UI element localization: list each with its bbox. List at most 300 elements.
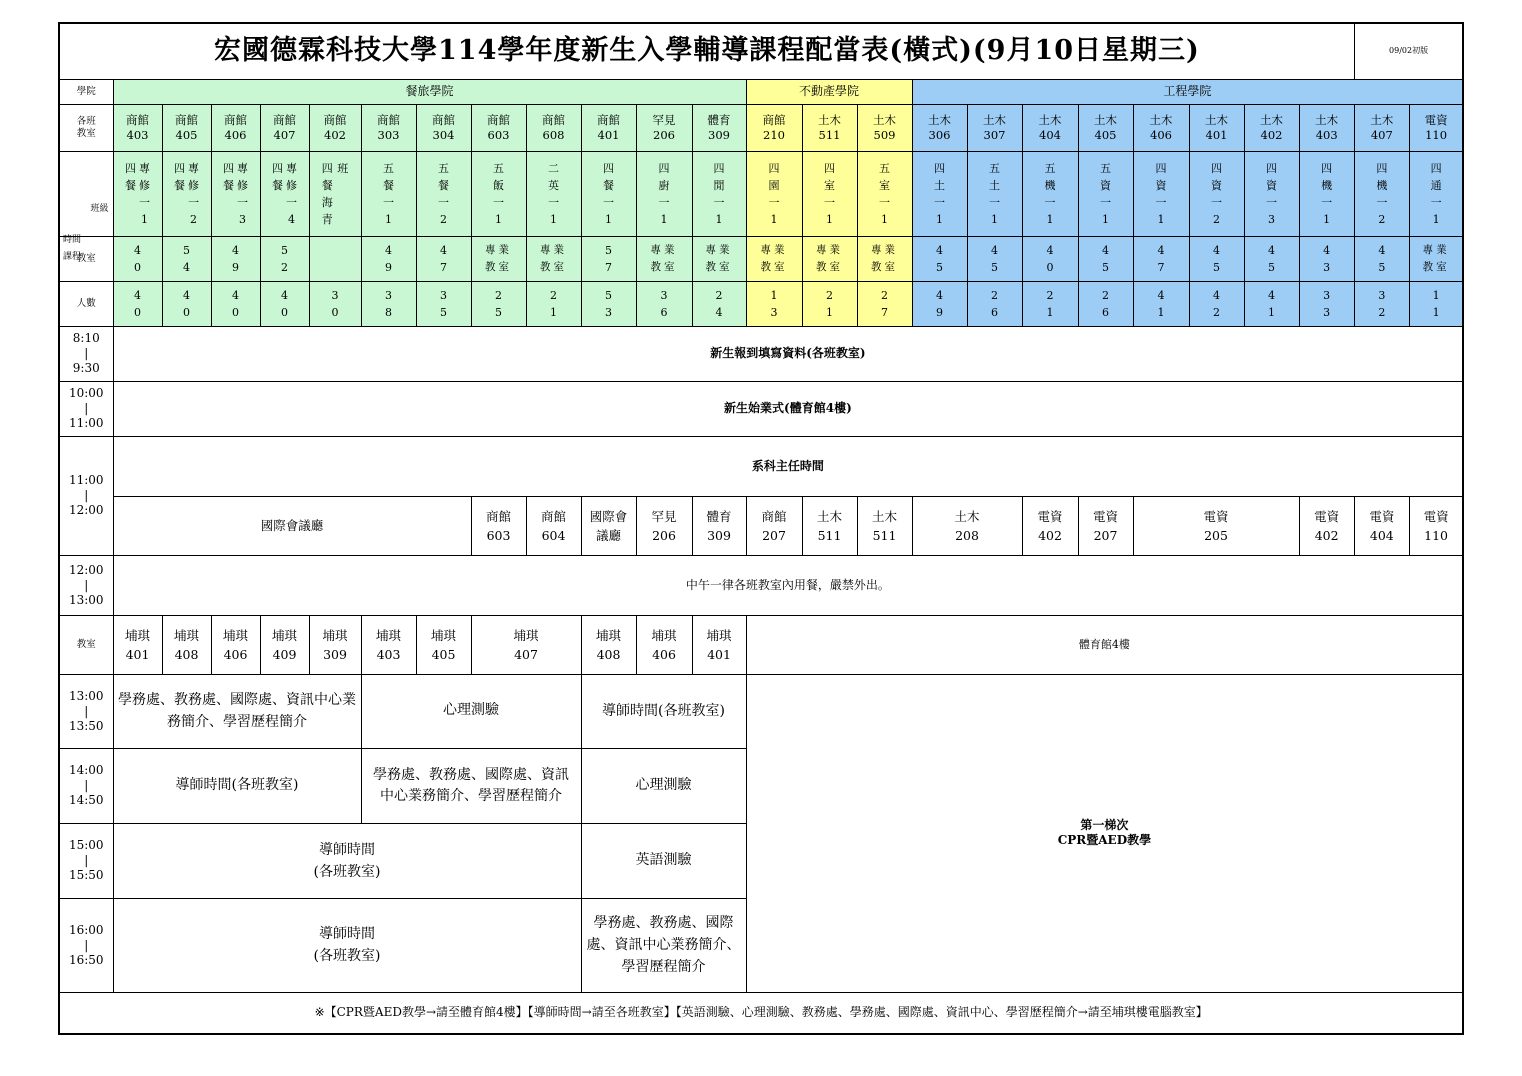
headcount-cell	[260, 281, 309, 326]
pm-room-cell	[581, 615, 636, 674]
class-char: 餐	[383, 178, 394, 192]
classroom-text: 405	[175, 127, 198, 142]
classroom-text: 110	[1425, 127, 1448, 142]
classroom-text: 206	[653, 127, 675, 142]
chair-room-text: 603	[486, 527, 511, 543]
chair-room-cell	[581, 496, 636, 555]
page-title: 宏國德霖科技大學114學年度新生入學輔導課程配當表(橫式)(9月10日星期三)	[59, 23, 1354, 79]
class-name	[163, 160, 211, 228]
classroom-cell	[113, 104, 162, 151]
class-char: 1	[1102, 212, 1109, 226]
headcount-cell-text: 3	[770, 305, 778, 319]
classroom-text: 商館	[487, 113, 510, 128]
class-cell	[802, 151, 857, 236]
pm-room-text: 309	[323, 646, 347, 662]
headcount-cell-text: 3	[1378, 288, 1386, 302]
room-cell-text: 4	[1046, 243, 1054, 257]
class-name	[527, 160, 581, 228]
headcount-cell	[526, 281, 581, 326]
classroom-text: 商館	[323, 113, 347, 128]
pm-room-cell	[636, 615, 692, 674]
class-char: 1	[550, 212, 557, 226]
classroom-cell	[361, 104, 416, 151]
headcount-cell-text: 4	[1213, 288, 1220, 302]
class-name	[1190, 160, 1244, 228]
classroom-text: 土木	[1149, 113, 1173, 128]
room-cell	[746, 236, 802, 281]
headcount-cell-text: 4	[232, 288, 239, 302]
classroom-text: 403	[126, 127, 149, 142]
room-cell	[1022, 236, 1078, 281]
class-char: 室	[824, 178, 835, 192]
headcount-cell-text: 1	[770, 288, 778, 302]
classroom-cell	[636, 104, 692, 151]
class-char: 1	[495, 212, 502, 226]
chair-room-text: 電資	[1092, 508, 1118, 524]
room-cell-text: 教室	[816, 260, 843, 273]
classroom-cell	[1078, 104, 1133, 151]
headcount-cell-text: 4	[281, 288, 288, 302]
pm-room-text: 408	[174, 646, 199, 662]
room-cell-text: 專業	[485, 243, 512, 256]
chair-room-cell	[692, 496, 746, 555]
headcount-cell-text: 2	[495, 288, 502, 302]
pm-room-cell	[260, 615, 309, 674]
class-char: 四	[658, 161, 670, 175]
pm-room-label: 教室	[59, 615, 113, 674]
headcount-cell-text: 4	[183, 288, 190, 302]
class-char: 1	[936, 212, 943, 226]
room-cell-text: 4	[440, 243, 447, 257]
headcount-cell-text: 5	[440, 305, 447, 319]
headcount-cell-text: 9	[936, 305, 943, 319]
class-name	[913, 160, 967, 228]
room-cell-col	[803, 242, 857, 259]
room-cell	[113, 236, 162, 281]
class-char: 四	[934, 161, 945, 175]
classroom-label: 各班 教室	[59, 104, 113, 151]
class-char: 一	[989, 195, 1000, 209]
headcount-cell	[692, 281, 746, 326]
class-char: 室	[879, 178, 890, 192]
time-slot-4: 12:00 | 13:00	[59, 555, 113, 615]
chair-room-text: 207	[762, 527, 786, 543]
chair-room-text: 電資	[1423, 508, 1449, 524]
class-char: 2	[440, 212, 447, 226]
headcount-cell	[471, 281, 526, 326]
room-cell	[416, 236, 471, 281]
class-cell	[309, 151, 361, 236]
class-char: 1	[826, 212, 833, 226]
classroom-cell	[1189, 104, 1244, 151]
chair-room-text: 體育	[706, 508, 732, 524]
class-char: 機	[1044, 178, 1056, 192]
chair-room-text: 110	[1424, 527, 1448, 543]
chair-room-text: 議廳	[595, 527, 621, 543]
room-cell-text: 教室	[1422, 260, 1450, 273]
class-name	[1079, 160, 1133, 228]
room-cell-text: 4	[134, 243, 141, 257]
room-cell-text: 7	[440, 260, 447, 274]
classroom-text: 罕見	[652, 113, 676, 128]
classroom-cell	[526, 104, 581, 151]
room-cell-text: 3	[1323, 260, 1331, 274]
classroom-text: 406	[224, 127, 247, 142]
headcount-cell-text: 0	[232, 305, 239, 319]
class-cell	[912, 151, 967, 236]
chair-room-text: 309	[707, 527, 731, 543]
room-cell-text: 專業	[705, 243, 733, 256]
class-char: 一	[237, 195, 248, 209]
class-char: 1	[141, 212, 148, 226]
class-char: 五	[438, 161, 449, 175]
class-char: 1	[1323, 212, 1331, 226]
class-char: 餐	[321, 178, 333, 192]
room-cell-col	[693, 259, 746, 276]
chair-room-cell	[912, 496, 1022, 555]
class-name	[212, 160, 260, 228]
classroom-text: 405	[1094, 127, 1117, 142]
event-registration: 新生報到填寫資料(各班教室)	[113, 326, 1463, 381]
pm-room-cell	[113, 615, 162, 674]
headcount-cell-text: 2	[550, 288, 557, 302]
room-cell	[912, 236, 967, 281]
chair-room-cell	[1354, 496, 1409, 555]
class-char: 修	[237, 178, 248, 192]
room-cell-text: 0	[1046, 260, 1054, 274]
class-cell	[636, 151, 692, 236]
class-name	[968, 160, 1022, 228]
chair-room-cell	[526, 496, 581, 555]
room-cell	[802, 236, 857, 281]
room-cell-text: 5	[1213, 260, 1220, 274]
headcount-cell-text: 2	[991, 288, 998, 302]
classroom-text: 商館	[762, 113, 786, 128]
class-cell	[857, 151, 912, 236]
headcount-cell-text: 5	[495, 305, 502, 319]
chair-room-cell	[1133, 496, 1299, 555]
room-cell-text: 5	[281, 243, 288, 257]
room-cell-text: 5	[183, 243, 190, 257]
pm-room-cell	[361, 615, 416, 674]
classroom-text: 體育	[707, 113, 731, 128]
headcount-cell-text: 3	[385, 288, 392, 302]
class-char: 餐	[223, 178, 234, 192]
class-char: 一	[713, 195, 725, 209]
class-char: 1	[605, 212, 612, 226]
class-cell	[967, 151, 1022, 236]
room-cell-text: 專業	[1422, 243, 1450, 256]
class-char: 3	[1268, 212, 1275, 226]
headcount-cell-text: 4	[134, 288, 141, 302]
class-char: 園	[768, 178, 780, 192]
event-opening-ceremony: 新生始業式(體育館4樓)	[113, 381, 1463, 436]
class-char: 2	[1378, 212, 1386, 226]
headcount-cell	[162, 281, 211, 326]
class-char: 一	[1155, 195, 1167, 209]
pm-room-cell	[416, 615, 471, 674]
pm-room-cell	[162, 615, 211, 674]
class-name	[637, 160, 692, 228]
class-cell	[1189, 151, 1244, 236]
headcount-cell	[581, 281, 636, 326]
classroom-text: 402	[1260, 127, 1283, 142]
pm-room-text: 401	[125, 646, 150, 662]
session-5-intro: 學務處、教務處、國際處、資訊中心業務簡介、學習歷程簡介	[113, 674, 361, 748]
headcount-cell	[361, 281, 416, 326]
class-char: 一	[1430, 195, 1442, 209]
headcount-cell	[1189, 281, 1244, 326]
room-cell-text: 7	[605, 260, 612, 274]
room-cell	[857, 236, 912, 281]
class-cell	[162, 151, 211, 236]
headcount-cell-text: 7	[881, 305, 888, 319]
classroom-text: 303	[377, 127, 400, 142]
classroom-text: 土木	[1370, 113, 1394, 128]
class-char: 四	[1321, 161, 1333, 175]
room-cell-text: 5	[1268, 260, 1275, 274]
class-char: 一	[1211, 195, 1222, 209]
room-cell-col	[527, 259, 581, 276]
classroom-text: 土木	[1094, 113, 1117, 128]
class-cell	[260, 151, 309, 236]
class-name	[362, 160, 416, 228]
chair-room-cell	[471, 496, 526, 555]
classroom-text: 210	[763, 127, 785, 142]
classroom-text: 商館	[224, 113, 247, 128]
chair-room-cell	[636, 496, 692, 555]
chair-room-text: 電資	[1037, 508, 1063, 524]
class-cell	[746, 151, 802, 236]
event-lunch: 中午一律各班教室內用餐，嚴禁外出。	[113, 555, 1463, 615]
room-cell-text: 4	[1157, 243, 1165, 257]
classroom-text: 304	[432, 127, 455, 142]
room-cell-text: 專業	[650, 243, 678, 256]
class-char: 土	[934, 178, 945, 192]
time-course-label: 時間 課程	[63, 234, 82, 262]
headcount-cell-text: 1	[1157, 305, 1165, 319]
room-cell	[581, 236, 636, 281]
room-cell-col	[472, 242, 526, 259]
class-name	[1245, 160, 1299, 228]
chair-room-text: 207	[1093, 527, 1118, 543]
headcount-cell-text: 2	[1213, 305, 1220, 319]
pm-room-text: 埔琪	[595, 627, 621, 643]
room-cell	[309, 236, 361, 281]
pm-room-cell	[309, 615, 361, 674]
chair-room-text: 國際會議廳	[260, 518, 324, 533]
time-slot-5: 13:00 | 13:50	[59, 674, 113, 748]
headcount-cell	[113, 281, 162, 326]
pm-room-text: 埔琪	[222, 627, 248, 643]
headcount-cell	[912, 281, 967, 326]
room-cell-text: 4	[385, 243, 392, 257]
classroom-text: 406	[1150, 127, 1172, 142]
class-char: 土	[989, 178, 1000, 192]
class-char: 英	[548, 178, 559, 192]
college-hospitality: 餐旅學院	[113, 79, 746, 104]
headcount-cell	[1299, 281, 1354, 326]
headcount-cell-text: 2	[715, 288, 723, 302]
session-8-tutor: 導師時間 (各班教室)	[113, 898, 581, 992]
room-cell-text: 0	[134, 260, 141, 274]
headcount-cell	[1409, 281, 1463, 326]
class-name	[114, 160, 162, 228]
class-char: 一	[658, 195, 670, 209]
chair-room-text: 土木	[816, 508, 842, 524]
class-char: 一	[1044, 195, 1056, 209]
classroom-text: 商館	[273, 113, 296, 128]
class-char: 閒	[713, 178, 725, 192]
room-cell-text: 2	[281, 260, 288, 274]
class-char: 四	[824, 161, 835, 175]
room-cell-text: 4	[1323, 243, 1331, 257]
chair-room-text: 電資	[1369, 508, 1395, 524]
class-char: 五	[1044, 161, 1056, 175]
class-char: 1	[991, 212, 998, 226]
chair-room-text: 205	[1204, 527, 1228, 543]
chair-room-text: 604	[541, 527, 566, 543]
class-char: 一	[934, 195, 945, 209]
class-cell	[1133, 151, 1189, 236]
session-5-psych-test: 心理測驗	[361, 674, 581, 748]
pm-room-text: 埔琪	[651, 627, 677, 643]
class-char: 機	[1376, 178, 1388, 192]
class-char: 1	[715, 212, 723, 226]
headcount-cell-text: 4	[1157, 288, 1165, 302]
room-cell-text: 4	[1378, 243, 1386, 257]
class-char: 五	[1100, 161, 1111, 175]
room-cell-text: 專業	[816, 243, 843, 256]
room-cell	[260, 236, 309, 281]
classroom-text: 土木	[1205, 113, 1228, 128]
room-cell-text: 4	[1268, 243, 1275, 257]
classroom-cell	[416, 104, 471, 151]
chair-room-cell	[802, 496, 857, 555]
chair-room-cell	[1299, 496, 1354, 555]
class-char: 五	[493, 161, 504, 175]
room-cell-col	[1410, 242, 1463, 259]
class-char: 一	[438, 195, 449, 209]
headcount-cell-text: 5	[605, 288, 612, 302]
class-char: 1	[660, 212, 668, 226]
time-slot-7: 15:00 | 15:50	[59, 823, 113, 898]
classroom-text: 509	[873, 127, 896, 142]
class-char: 餐	[603, 178, 614, 192]
class-char: 四	[1155, 161, 1167, 175]
headcount-cell-text: 1	[1432, 305, 1440, 319]
gym-cell: 體育館4樓	[746, 615, 1463, 674]
class-cell	[581, 151, 636, 236]
room-cell	[967, 236, 1022, 281]
room-cell-text: 5	[991, 260, 998, 274]
headcount-cell-text: 0	[331, 305, 339, 319]
pm-room-cell	[471, 615, 581, 674]
room-cell-col	[1410, 259, 1463, 276]
headcount-cell-text: 6	[991, 305, 998, 319]
headcount-cell-text: 2	[1046, 288, 1054, 302]
classroom-cell	[260, 104, 309, 151]
classroom-cell	[912, 104, 967, 151]
time-slot-2: 10:00 | 11:00	[59, 381, 113, 436]
class-name	[1355, 160, 1409, 228]
room-cell-col	[858, 259, 912, 276]
room-cell-text: 4	[183, 260, 190, 274]
chair-room-text: 511	[817, 527, 842, 543]
room-cell-text: 5	[936, 260, 943, 274]
class-char: 餐	[125, 178, 136, 192]
class-char: 資	[1266, 178, 1277, 192]
class-char: 修	[139, 178, 150, 192]
headcount-cell-text: 1	[1432, 288, 1440, 302]
room-cell-text: 4	[232, 243, 239, 257]
class-char: 資	[1155, 178, 1167, 192]
room-cell-col	[858, 242, 912, 259]
headcount-cell-text: 8	[385, 305, 392, 319]
classroom-text: 401	[597, 127, 620, 142]
headcount-cell-text: 1	[1268, 305, 1275, 319]
room-cell-col	[747, 242, 802, 259]
classroom-text: 土木	[983, 113, 1006, 128]
class-char: 4	[288, 212, 295, 226]
class-char: 青	[321, 212, 333, 226]
class-char: 四	[1211, 161, 1222, 175]
chair-room-text: 電資	[1203, 508, 1229, 524]
room-cell	[1189, 236, 1244, 281]
classroom-cell	[309, 104, 361, 151]
classroom-cell	[1409, 104, 1463, 151]
room-cell	[636, 236, 692, 281]
class-name	[747, 160, 802, 228]
room-cell-text: 教室	[540, 260, 567, 273]
pm-room-text: 埔琪	[173, 627, 199, 643]
headcount-label: 人數	[59, 281, 113, 326]
class-char: 四	[223, 161, 234, 175]
headcount-cell-text: 2	[1378, 305, 1386, 319]
class-char: 餐	[438, 178, 449, 192]
pm-room-text: 埔琪	[375, 627, 401, 643]
class-name	[582, 160, 636, 228]
class-char: 四	[272, 161, 283, 175]
class-char: 一	[768, 195, 780, 209]
time-slot-8: 16:00 | 16:50	[59, 898, 113, 992]
chair-room-text: 402	[1038, 527, 1062, 543]
room-cell	[526, 236, 581, 281]
headcount-cell-text: 2	[881, 288, 888, 302]
chair-room-cell	[1022, 496, 1078, 555]
room-cell-text: 專業	[760, 243, 788, 256]
classroom-text: 土木	[928, 113, 951, 128]
chair-room-text: 土木	[871, 508, 897, 524]
class-cell	[526, 151, 581, 236]
class-cell	[1022, 151, 1078, 236]
class-char: 餐	[174, 178, 185, 192]
pm-room-text: 埔琪	[271, 627, 297, 643]
class-cell	[692, 151, 746, 236]
room-cell-text: 5	[1378, 260, 1386, 274]
class-char: 四	[713, 161, 725, 175]
class-char: 一	[286, 195, 297, 209]
classroom-text: 商館	[126, 113, 149, 128]
headcount-cell-text: 6	[660, 305, 668, 319]
headcount-cell	[211, 281, 260, 326]
time-slot-1: 8:10 | 9:30	[59, 326, 113, 381]
class-char: 班	[337, 161, 349, 175]
headcount-cell-text: 0	[183, 305, 190, 319]
classroom-cell	[967, 104, 1022, 151]
pm-room-text: 埔琪	[124, 627, 150, 643]
class-cell	[471, 151, 526, 236]
